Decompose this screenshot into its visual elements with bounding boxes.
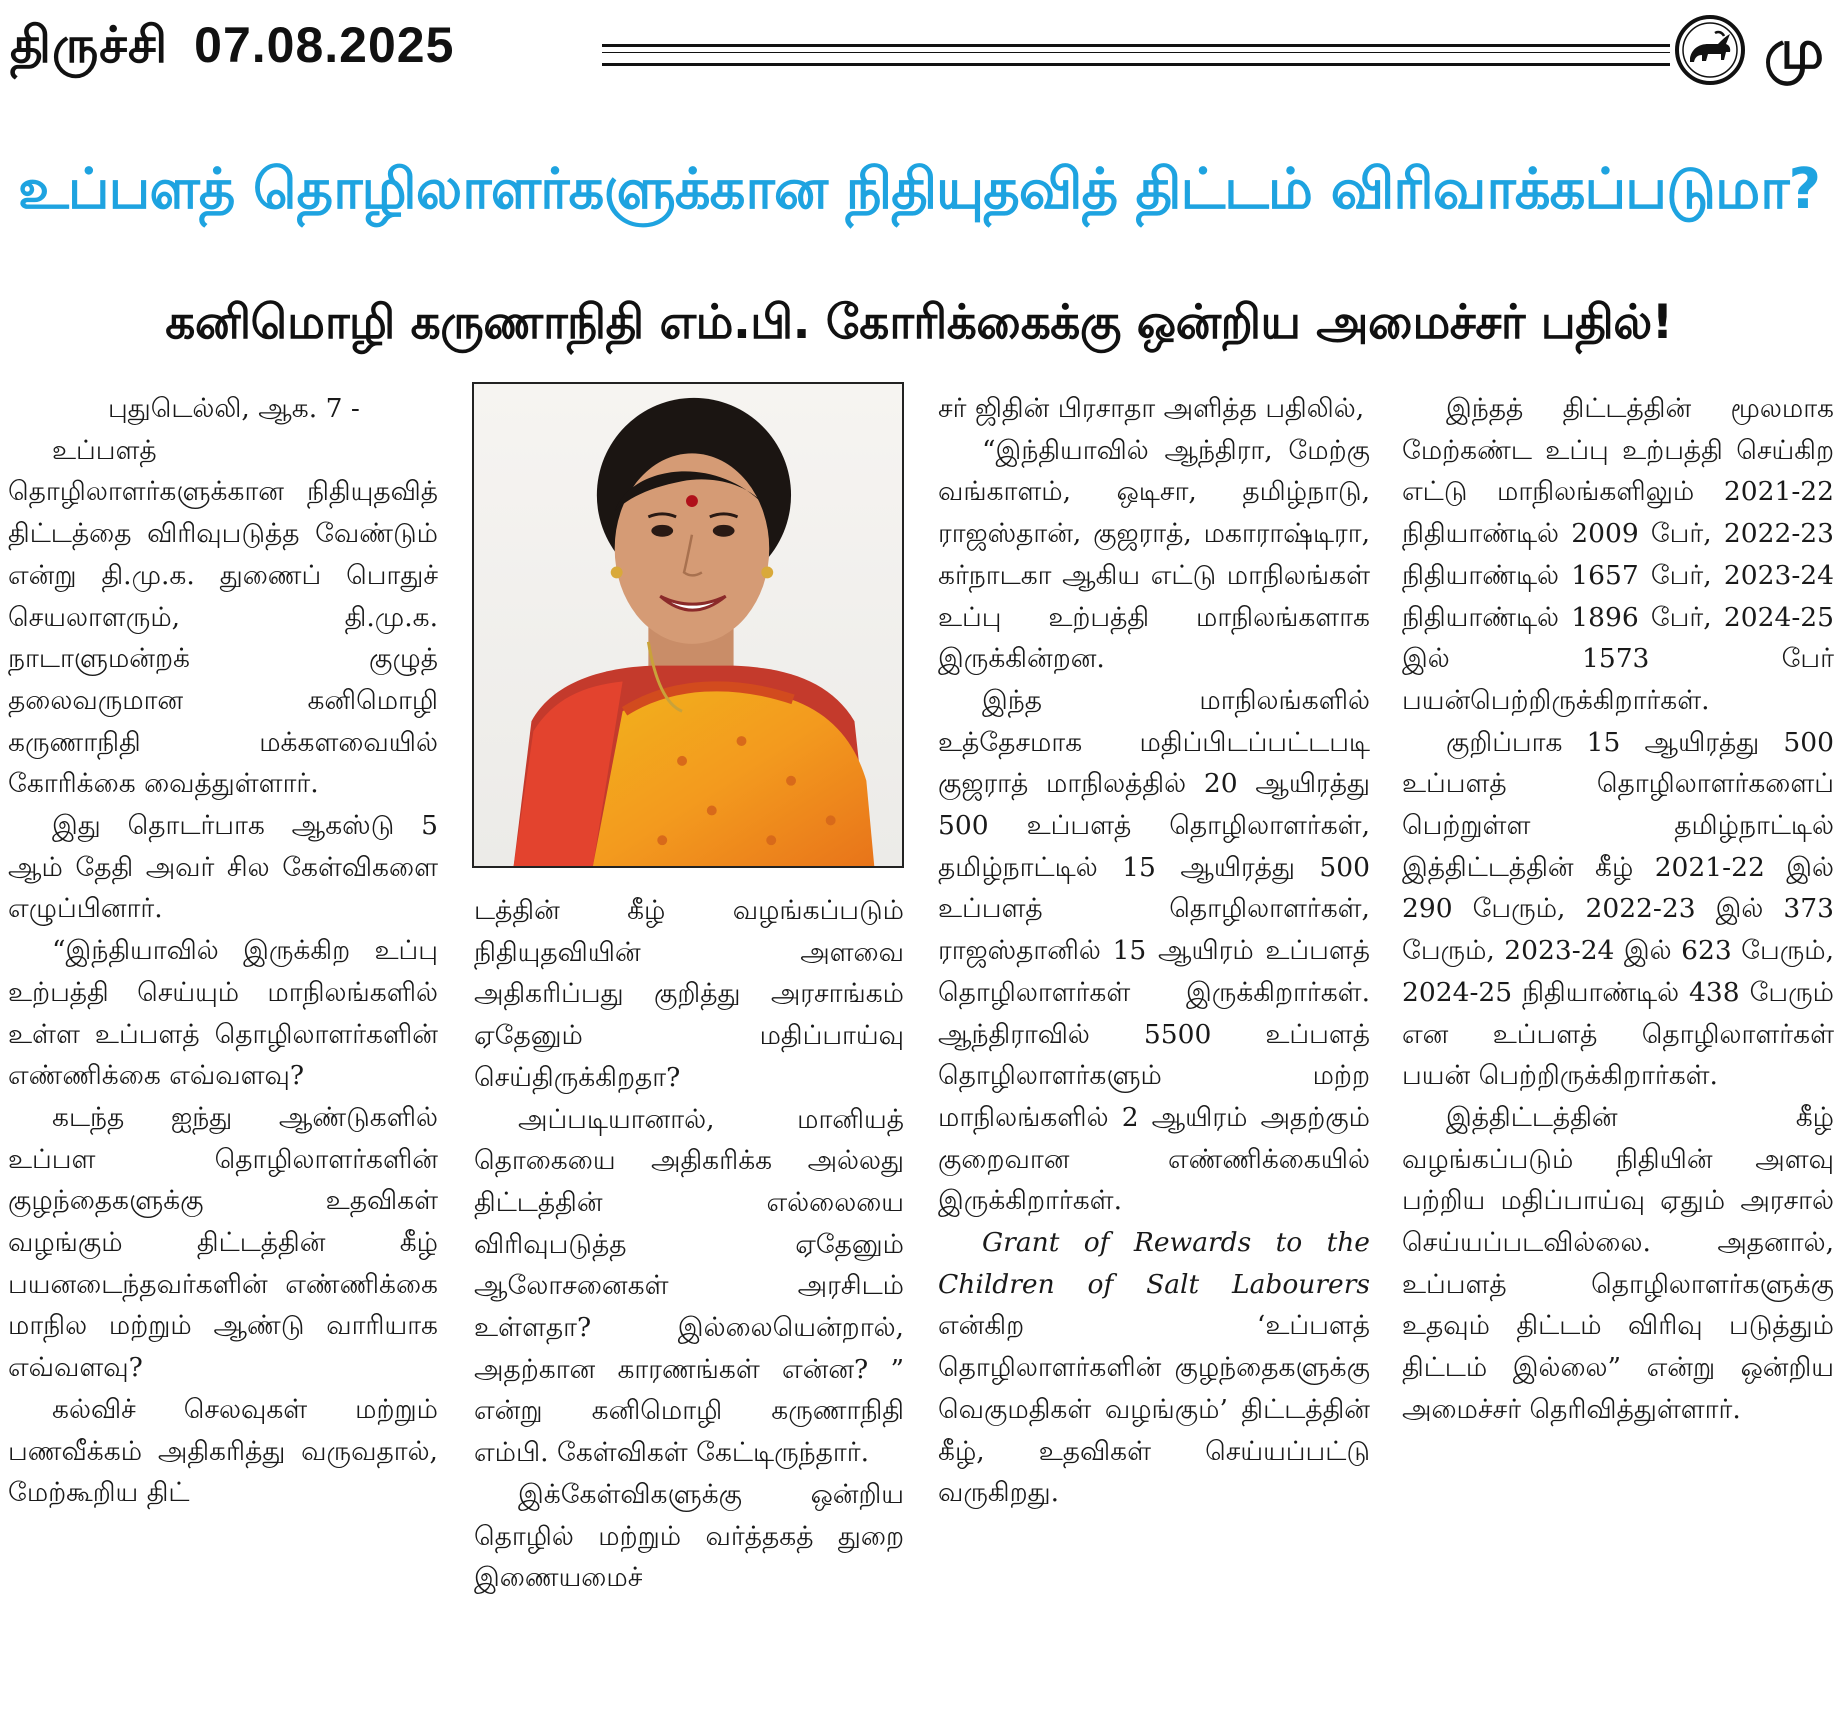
paragraph: “இந்தியாவில் இருக்கிற உப்பு உற்பத்தி செய்யும் மாநிலங்களில் உள்ள உப்பளத் தொழிலாளர்களின் எண்ணிக்கை எவ்வளவு?	[8, 935, 438, 1092]
article-column-1	[8, 388, 438, 1714]
paragraph: கடந்த ஐந்து ஆண்டுகளில் உப்பள தொழிலாளர்களின் குழந்தைகளுக்கு உதவிகள் வழங்கும் திட்டத்தின் கீழ் பயனடைந்தவர்களின் எண்ணிக்கை மாநில மற்றும் ஆண்டு வாரியாக எவ்வளவு?	[8, 1101, 438, 1384]
edition-date: 07.08.2025	[194, 17, 455, 73]
article-column-2	[474, 890, 904, 1714]
paper-name-fragment: மு	[1764, 18, 1824, 81]
article-subheadline: கனிமொழி கருணாநிதி எம்.பி. கோரிக்கைக்கு ஒன்றிய அமைச்சர் பதில்!	[165, 295, 1673, 350]
article-column-4	[1402, 388, 1834, 1714]
paragraph: இந்த மாநிலங்களில் உத்தேசமாக மதிப்பிடப்பட்டபடி குஜராத் மாநிலத்தில் 20 ஆயிரத்து 500 உப்பளத் தொழிலாளர்கள், தமிழ்நாட்டில் 15 ஆயிரத்து 500 உப்பளத் தொழிலாளர்கள், ராஜஸ்தானில் 15 ஆயிரம் உப்பளத் தொழிலாளர்கள் இருக்கிறார்கள். ஆந்திராவில் 5500 உப்பளத் தொழிலாளர்களும் மற்ற மாநிலங்களில் 2 ஆயிரம் அதற்கும் குறைவான எண்ணிக்கையில் இருக்கிறார்கள்.	[938, 684, 1370, 1217]
paragraph: “இந்தியாவில் ஆந்திரா, மேற்கு வங்காளம், ஒடிசா, தமிழ்நாடு, ராஜஸ்தான், குஜராத், மகாராஷ்டிரா, கர்நாடகா ஆகிய எட்டு மாநிலங்கள் உப்பு உற்பத்தி மாநிலங்களாக இருக்கின்றன.	[938, 434, 1370, 675]
paragraph: இந்தத் திட்டத்தின் மூலமாக மேற்கண்ட உப்பு உற்பத்தி செய்கிற எட்டு மாநிலங்களிலும் 2021-22 நிதியாண்டில் 2009 பேர், 2022-23 நிதியாண்டில் 1657 பேர், 2023-24 நிதியாண்டில் 1896 பேர், 2024-25 இல் 1573 பேர் பயன்பெற்றிருக்கிறார்கள்.	[1402, 393, 1834, 716]
masthead	[10, 12, 1838, 94]
portrait-photo	[472, 382, 904, 868]
paragraph: இது தொடர்பாக ஆகஸ்டு 5 ஆம் தேதி அவர் சில கேள்விகளை எழுப்பினார்.	[8, 810, 438, 925]
edition-city: திருச்சி	[10, 17, 169, 73]
paragraph: குறிப்பாக 15 ஆயிரத்து 500 உப்பளத் தொழிலாளர்களைப் பெற்றுள்ள தமிழ்நாட்டில் இத்திட்டத்தின் கீழ் 2021-22 இல் 290 பேரும், 2022-23 இல் 373 பேரும், 2023-24 இல் 623 பேரும், 2024-25 நிதியாண்டில் 438 பேரும் என உப்பளத் தொழிலாளர்கள் பயன் பெற்றிருக்கிறார்கள்.	[1402, 726, 1834, 1092]
paragraph: கல்விச் செலவுகள் மற்றும் பணவீக்கம் அதிகரித்து வருவதால், மேற்கூறிய திட்	[8, 1393, 438, 1509]
bull-emblem-icon	[1674, 14, 1746, 86]
paragraph: இத்திட்டத்தின் கீழ் வழங்கப்படும் நிதியின் அளவு பற்றிய மதிப்பாய்வு ஏதும் அரசால் செய்யப்படவில்லை. அதனால், உப்பளத் தொழிலாளர்களுக்கு உதவும் திட்டம் விரிவு படுத்தும் திட்டம் இல்லை” என்று ஒன்றிய அமைச்சர் தெரிவித்துள்ளார்.	[1402, 1101, 1834, 1425]
edition-line	[10, 16, 454, 81]
dateline: புதுடெல்லி, ஆக. 7 -	[108, 393, 360, 424]
paragraph: சர் ஜிதின் பிரசாதா அளித்த பதிலில்,	[938, 393, 1365, 424]
article-column-3	[938, 388, 1370, 1714]
article-headline: உப்பளத் தொழிலாளர்களுக்கான நிதியுதவித் திட்டம் விரிவாக்கப்படுமா?	[17, 157, 1821, 222]
paragraph	[938, 1222, 1370, 1514]
paragraph: இக்கேள்விகளுக்கு ஒன்றிய தொழில் மற்றும் வர்த்தகத் துறை இணையமைச்	[474, 1478, 904, 1594]
scheme-tamil-text: என்கிற ‘உப்பளத் தொழிலாளர்களின் குழந்தைகளுக்கு வெகுமதிகள் வழங்கும்’ திட்டத்தின் கீழ், உதவிகள் செய்யப்பட்டு வருகிறது.	[938, 1310, 1370, 1509]
paragraph: டத்தின் கீழ் வழங்கப்படும் நிதியுதவியின் அளவை அதிகரிப்பது குறித்து அரசாங்கம் ஏதேனும் மதிப்பாய்வு செய்திருக்கிறதா?	[474, 895, 904, 1093]
scheme-english-name: Grant of Rewards to the Children of Salt Labourers	[938, 1227, 1370, 1300]
paragraph: உப்பளத் தொழிலாளர்களுக்கான நிதியுதவித் திட்டத்தை விரிவுபடுத்த வேண்டும் என்று தி.மு.க. துணைப் பொதுச் செயலாளரும், தி.மு.க. நாடாளுமன்றக் குழுத் தலைவருமான கனிமொழி கருணாநிதி மக்களவையில் கோரிக்கை வைத்துள்ளார்.	[8, 434, 438, 800]
paragraph: அப்படியானால், மானியத் தொகையை அதிகரிக்க அல்லது திட்டத்தின் எல்லையை விரிவுபடுத்த ஏதேனும் ஆலோசனைகள் அரசிடம் உள்ளதா? இல்லையென்றால், அதற்கான காரணங்கள் என்ன? ” என்று கனிமொழி கருணாநிதி எம்பி. கேள்விகள் கேட்டிருந்தார்.	[474, 1103, 904, 1469]
masthead-rule	[602, 44, 1670, 66]
